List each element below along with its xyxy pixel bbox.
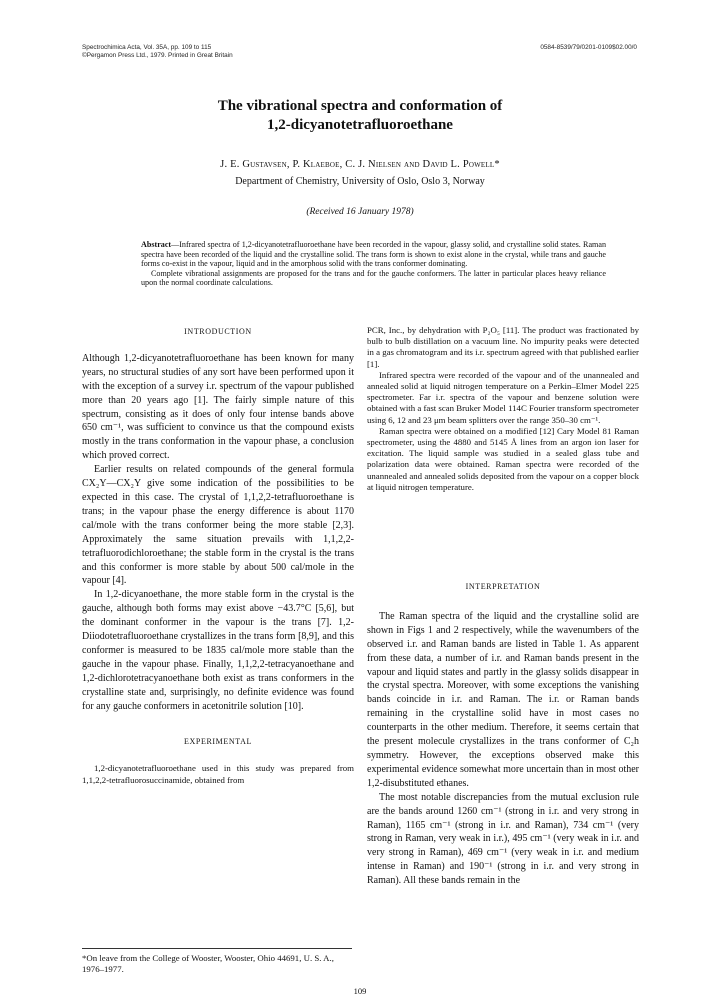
journal-citation: Spectrochimica Acta, Vol. 35A, pp. 109 to 115	[82, 44, 212, 51]
affiliation: Department of Chemistry, University of Oslo, Oslo 3, Norway	[235, 176, 485, 187]
right-column-bottom	[367, 580, 639, 888]
abstract-paragraph-1: —Infrared spectra of 1,2-dicyanotetrafluoroethane have been recorded in the vapour, glassy solid, and crystalline solid states. Raman spectra have been recorded of the liquid and the crystalline solid. The trans form is shown to exist alone in the crystal, while trans and gauche forms co-exist in the vapour, liquid and in the amorphous solid with the trans conformer dominating.	[141, 240, 606, 269]
footnote-rule	[82, 948, 352, 949]
intro-paragraph-1: Although 1,2-dicyanotetrafluoroethane has been known for many years, no structural studies of any sort have been performed upon it with the exception of a survey i.r. spectrum of the vapour published more than 20 years ago [1]. The fairly simple nature of this spectrum, consisting as it does of only four intense bands above 650 cm⁻¹, was sufficient to convince us that the compound exists mostly in the trans conformation in the vapour phase, a conclusion which proved correct.	[82, 352, 354, 462]
abstract	[141, 240, 606, 288]
intro-paragraph-3: In 1,2-dicyanoethane, the more stable form in the crystal is the gauche, although both forms may exist above −43.7°C [5,6], but the dominant conformer in the vapour is the trans [7]. 1,2-Diiodotetrafluoroethane crystallizes in the trans form [8,9], and this conformer is measured to be 1835 cal/mole more stable than the gauche in the vapour phase. Finally, 1,1,2,2-tetracyanoethane and 1,2-dichlorotetracyanoethane both exist as trans conformers in the crystalline state and, surprisingly, no definite evidence was found for any gauche conformers in acetonitrile solution [10].	[82, 589, 354, 712]
intro-paragraph-2: Earlier results on related compounds of the general formula CX₂Y—CX₂Y give some indication of the possibilities to be expected in this case. The crystal of 1,1,2,2-tetrafluoroethane is trans; in the vapour phase the energy difference is about 1170 cal/mole with the trans conformer being the more stable [2,3]. Approximately the same situation prevails with 1,1,2,2-tetrafluorodichloroethane; the stable form in the crystal is the trans and this conformer is more stable by about 500 cal/mole in the vapour [4].	[82, 464, 354, 587]
title-line-2: 1,2-dicyanotetrafluoroethane	[267, 117, 453, 133]
journal-header	[82, 44, 233, 60]
publisher-line: ©Pergamon Press Ltd., 1979. Printed in Great Britain	[82, 52, 233, 59]
interpretation-paragraph-1: The Raman spectra of the liquid and the crystalline solid are shown in Figs 1 and 2 respectively, while the wavenumbers of the observed i.r. and Raman bands are listed in Table 1. As apparent from these data, a number of i.r. and Raman bands present in the vapour and liquid states and partly in the glassy solids disappear in the crystal spectra. Moreover, with some exceptions the vanishing bands coincide in i.r. and Raman. The i.r. or Raman bands remaining in the crystalline solid have in most cases no counterparts in the other medium. Therefore, it seems certain that the present molecule crystallizes in the trans conformer of C₂h symmetry. However, the exceptions observed make this experimental evidence somewhat more uncertain than in most other 1,2-disubstituted ethanes.	[367, 610, 639, 789]
author-list: J. E. Gustavsen, P. Klaeboe, C. J. Nielsen and David L. Powell*	[220, 159, 500, 170]
received-date: (Received 16 January 1978)	[306, 207, 414, 217]
footnote: *On leave from the College of Wooster, Wooster, Ohio 44691, U. S. A., 1976–1977.	[82, 953, 334, 974]
title-line-1: The vibrational spectra and conformation of	[217, 98, 503, 114]
experimental-paragraph-2: PCR, Inc., by dehydration with P₂O₅ [11]. The product was fractionated by bulb to bulb distillation on a vacuum line. No impurity peaks were detected in a gas chromatogram and its i.r. spectrum agreed with that published earlier [1].	[367, 325, 639, 369]
article-code: 0584-8539/79/0201-0109$02.00/0	[540, 44, 637, 51]
section-heading-interpretation: INTERPRETATION	[465, 582, 541, 591]
right-column-top	[367, 325, 639, 493]
abstract-label: Abstract	[141, 240, 172, 249]
experimental-paragraph-1: 1,2-dicyanotetrafluoroethane used in this study was prepared from 1,1,2,2-tetrafluorosuccinamide, obtained from	[82, 763, 354, 785]
experimental-paragraph-3: Infrared spectra were recorded of the vapour and of the unannealed and annealed solid at liquid nitrogen temperature on a Perkin–Elmer Model 225 spectrometer. Far i.r. spectra of the vapour and benzene solution were obtained with a fast scan Bruker Model 114C Fourier transform spectrometer using 6, 12 and 23 μm beam splitters over the range 350–30 cm⁻¹.	[367, 369, 639, 425]
abstract-paragraph-2: Complete vibrational assignments are proposed for the trans and for the gauche conformers. The latter in particular places heavy reliance upon the normal coordinate calculations.	[141, 268, 606, 288]
paper-title	[0, 97, 720, 135]
section-heading-experimental: EXPERIMENTAL	[184, 737, 252, 747]
interpretation-paragraph-2: The most notable discrepancies from the mutual exclusion rule are the bands around 1260 cm⁻¹ (strong in i.r. and very strong in Raman), 1165 cm⁻¹ (strong in i.r. and Raman), 734 cm⁻¹ (very strong in Raman, very weak in i.r.), 495 cm⁻¹ (very weak in i.r. and very strong in Raman), 469 cm⁻¹ (very weak in i.r. and medium intense in Raman) and 190⁻¹ (strong in i.r. and very strong in Raman). All these bands remain in the	[367, 791, 639, 887]
experimental-paragraph-4: Raman spectra were obtained on a modified [12] Cary Model 81 Raman spectrometer, using the 4880 and 5145 Å lines from an argon ion laser for excitation. The liquid sample was studied in a sealed glass tube and polarization data were obtained. Raman spectra were recorded of the unannealed and annealed solids deposited from the vapour on a copper block at liquid nitrogen temperature.	[367, 425, 639, 492]
page-number: 109	[353, 986, 367, 996]
left-column	[82, 325, 354, 786]
section-heading-introduction: INTRODUCTION	[184, 327, 252, 336]
